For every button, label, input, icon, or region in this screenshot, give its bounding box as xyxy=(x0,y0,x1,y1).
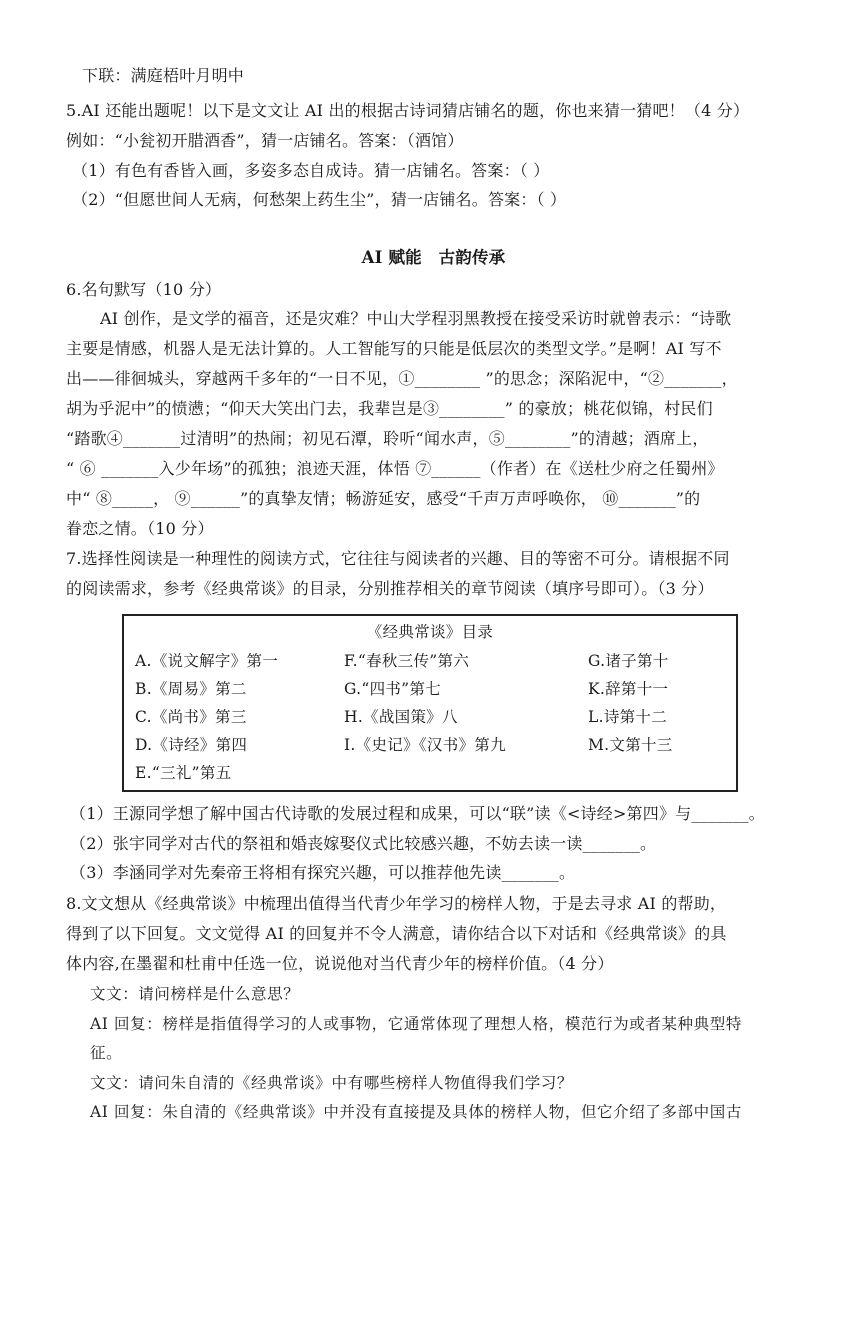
q6-line: 出——徘徊城头，穿越两千多年的“一日不见，①________ ”的思念；深陷泥中，“②_______， xyxy=(66,369,738,388)
toc-entry: G.“四书”第七 xyxy=(344,680,442,698)
q4-lower-couplet: 下联：满庭梧叶月明中 xyxy=(82,66,245,85)
dialog-ai-reply-1: AI 回复：榜样是指值得学习的人或事物，它通常体现了理想人格，模范行为或者某种典型特 xyxy=(90,1015,742,1033)
q6-line: 胡为乎泥中”的愤懑；“仰天大笑出门去，我辈岂是③________” 的豪放；桃花似锦，村民们 xyxy=(66,399,713,418)
toc-entry: B.《周易》第二 xyxy=(135,680,247,698)
dialog-student-question-1: 文文：请问榜样是什么意思？ xyxy=(90,985,300,1003)
toc-entry: K.辞第十一 xyxy=(588,680,669,698)
dialog-ai-reply-1-cont: 征。 xyxy=(90,1044,123,1062)
q7-item-3: （3）李涵同学对先秦帝王将相有探究兴趣，可以推荐他先读_______。 xyxy=(70,863,576,882)
q5-example: 例如：“小瓮初开腊酒香”，猜一店铺名。答案：（酒馆） xyxy=(66,131,464,150)
toc-entry: A.《说文解字》第一 xyxy=(135,652,279,670)
q8-stem-line-2: 得到了以下回复。文文觉得 AI 的回复并不令人满意，请你结合以下对话和《经典常谈》的具 xyxy=(66,924,727,943)
q7-stem-line-1: 7.选择性阅读是一种理性的阅读方式，它往往与阅读者的兴趣、目的等密不可分。请根据不同 xyxy=(66,549,730,568)
q6-line: 中“ ⑧_____， ⑨______”的真挚友情；畅游延安，感受“千声万声呼唤你， ⑩_______”的 xyxy=(66,489,701,508)
toc-entry: E.“三礼”第五 xyxy=(135,764,232,782)
q5-stem: 5.AI 还能出题呢！以下是文文让 AI 出的根据古诗词猜店铺名的题，你也来猜一猜吧！（4 分） xyxy=(66,101,750,120)
q8-stem-line-3: 体内容,在墨翟和杜甫中任选一位，说说他对当代青少年的榜样价值。（4 分） xyxy=(66,954,614,973)
q5-item-1: （1）有色有香皆入画，多姿多态自成诗。猜一店铺名。答案：（ ） xyxy=(72,161,550,180)
toc-entry: C.《尚书》第三 xyxy=(135,708,247,726)
q8-stem-line-1: 8.文文想从《经典常谈》中梳理出值得当代青少年学习的榜样人物，于是去寻求 AI 的帮助， xyxy=(66,894,727,913)
q6-line: 眷恋之情。（10 分） xyxy=(66,519,214,538)
q6-line: “ ⑥ _______入少年场”的孤独；浪迹天涯，体悟 ⑦______（作者）在《送杜少府之任蜀州》 xyxy=(66,459,724,478)
toc-entry: L.诗第十二 xyxy=(588,708,668,726)
toc-entry: D.《诗经》第四 xyxy=(135,736,248,754)
toc-entry: M.文第十三 xyxy=(588,736,673,754)
toc-entry: H.《战国策》八 xyxy=(344,708,458,726)
q7-stem-line-2: 的阅读需求，参考《经典常谈》的目录，分别推荐相关的章节阅读（填序号即可）。（3 分） xyxy=(66,579,714,598)
toc-entry: I.《史记》《汉书》第九 xyxy=(344,736,506,754)
q7-item-2: （2）张宇同学对古代的祭祖和婚丧嫁娶仪式比较感兴趣，不妨去读一读_______。 xyxy=(70,834,657,853)
toc-entry: F.“春秋三传”第六 xyxy=(344,652,470,670)
q7-item-1: （1）王源同学想了解中国古代诗歌的发展过程和成果，可以“联”读《<诗经>第四》与_______。 xyxy=(70,804,765,823)
q6-line: “踏歌④_______过清明”的热闹；初见石潭，聆听“闻水声，⑤________”的清越；酒席上， xyxy=(66,429,709,448)
toc-entry: G.诸子第十 xyxy=(588,652,669,670)
section-title: AI 赋能 古韵传承 xyxy=(361,248,506,267)
toc-title: 《经典常谈》目录 xyxy=(366,623,494,641)
dialog-ai-reply-2: AI 回复：朱自清的《经典常谈》中并没有直接提及具体的榜样人物，但它介绍了多部中国古 xyxy=(90,1103,742,1121)
q6-line: AI 创作，是文学的福音，还是灾难？中山大学程羽黑教授在接受采访时就曾表示：“诗歌 xyxy=(100,309,732,328)
q6-line: 主要是情感，机器人是无法计算的。人工智能写的只能是低层次的类型文学。”是啊！AI 写不 xyxy=(66,339,722,358)
q5-item-2: （2）“但愿世间人无病，何愁架上药生尘”，猜一店铺名。答案：（ ） xyxy=(72,190,567,209)
dialog-student-question-2: 文文：请问朱自清的《经典常谈》中有哪些榜样人物值得我们学习？ xyxy=(90,1074,574,1092)
table-of-contents-box xyxy=(122,614,738,792)
q6-heading: 6.名句默写（10 分） xyxy=(66,280,222,299)
